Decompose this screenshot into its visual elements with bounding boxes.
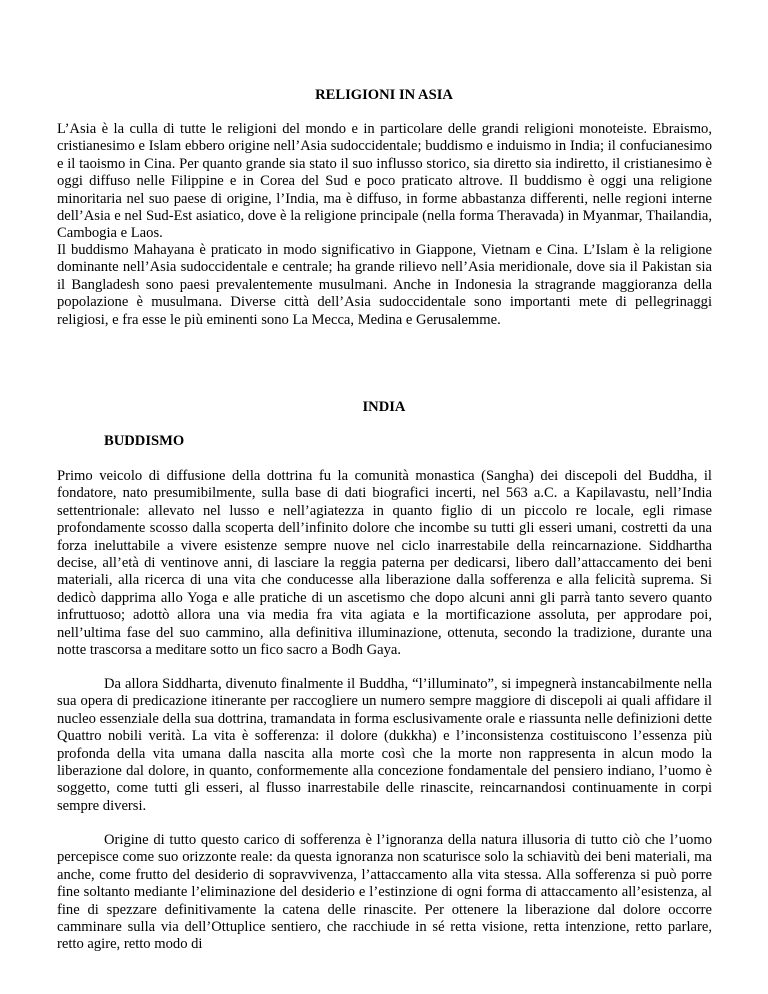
body-paragraph-2: Da allora Siddharta, divenuto finalmente il Buddha, “l’illuminato”, si impegnerà instancabilmente nella sua opera di predicazione itinerante per raccogliere un numero sempre maggiore di discepoli ai quali affidare il nucleo essenziale della sua dottrina, tramandata in forma esclusivamente orale e riassunta nelle definizioni dette Quattro nobili verità. La vita è sofferenza: il dolore (dukkha) e l’inconsistenza costituiscono l’essenza più profonda della vita umana dalla nascita alla morte così che la morte non rappresenta in alcun modo la liberazione dal dolore, in quanto, conformemente alla concezione fondamentale del pensiero indiano, l’uomo è soggetto, come tutti gli esseri, al flusso inarrestabile delle rinascite, reincarnandosi continuamente in corpi sempre diversi. [57, 676, 712, 814]
subheading: BUDDISMO [104, 433, 185, 449]
body-paragraph-1: Primo veicolo di diffusione della dottrina fu la comunità monastica (Sangha) dei discepoli del Buddha, il fondatore, nato presumibilmente, sulla base di dati biografici incerti, nel 563 a.C. a Kapilavastu, nell’India settentrionale: allevato nel lusso e nell’agiatezza in quanto figlio di un piccolo re locale, egli rimase profondamente scosso dalla scoperta dell’infinito dolore che incombe su tutti gli esseri umani, costretti da una forza ineluttabile a vivere esistenze sempre nuove nel ciclo inarrestabile della reincarnazione. Siddhartha decise, all’età di ventinove anni, di lasciare la reggia paterna per dedicarsi, libero dall’attaccamento dei beni materiali, alla ricerca di una vita che conducesse alla liberazione dalla sofferenza e alla felicità suprema. Si dedicò dapprima allo Yoga e alle pratiche di un ascetismo che dopo alcuni anni gli parrà tanto severo quanto infruttuoso; adottò allora una via media fra vita agiata e la mortificazione assoluta, per approdare poi, nell’ultima fase del suo cammino, alla definitiva illuminazione, ottenuta, secondo la tradizione, durante una notte trascorsa a meditare sotto un fico sacro a Bodh Gaya. [57, 468, 712, 659]
section-heading: INDIA [362, 399, 406, 415]
document-title: RELIGIONI IN ASIA [315, 87, 453, 103]
body-paragraph-3: Origine di tutto questo carico di sofferenza è l’ignoranza della natura illusoria di tutto ciò che l’uomo percepisce come suo orizzonte reale: da questa ignoranza non scaturisce solo la schiavitù dei beni materiali, ma anche, come frutto del desiderio di sopravvivenza, l’attaccamento alla vita stessa. Alla sofferenza si può porre fine soltanto mediante l’eliminazione del desiderio e l’estinzione di ogni forma di attaccamento all’esistenza, al fine di spezzare definitivamente la catena delle rinascite. Per ottenere la liberazione dal dolore occorre camminare sulla via dell’Ottuplice sentiero, che racchiude in sé retta visione, retta intenzione, retto parlare, retto agire, retto modo di [57, 832, 712, 953]
intro-paragraph-1: L’Asia è la culla di tutte le religioni del mondo e in particolare delle grandi religioni monoteiste. Ebraismo, cristianesimo e Islam ebbero origine nell’Asia sudoccidentale; buddismo e induismo in India; il confucianesimo e il taoismo in Cina. Per quanto grande sia stato il suo influsso storico, sia diretto sia indiretto, il cristianesimo è oggi diffuso nelle Filippine e in Corea del Sud e poco praticato altrove. Il buddismo è oggi una religione minoritaria nel suo paese di origine, l’India, ma è diffuso, in forme abbastanza differenti, nelle regioni interne dell’Asia e nel Sud-Est asiatico, dove è la religione principale (nella forma Theravada) in Myanmar, Thailandia, Cambogia e Laos. [57, 121, 712, 242]
intro-paragraph-2: Il buddismo Mahayana è praticato in modo significativo in Giappone, Vietnam e Cina. L’Islam è la religione dominante nell’Asia sudoccidentale e centrale; ha grande rilievo nell’Asia meridionale, dove sia il Pakistan sia il Bangladesh sono paesi prevalentemente musulmani. Anche in Indonesia la stragrande maggioranza della popolazione è musulmana. Diverse città dell’Asia sudoccidentale sono importanti mete di pellegrinaggi religiosi, e fra esse le più eminenti sono La Mecca, Medina e Gerusalemme. [57, 242, 712, 328]
